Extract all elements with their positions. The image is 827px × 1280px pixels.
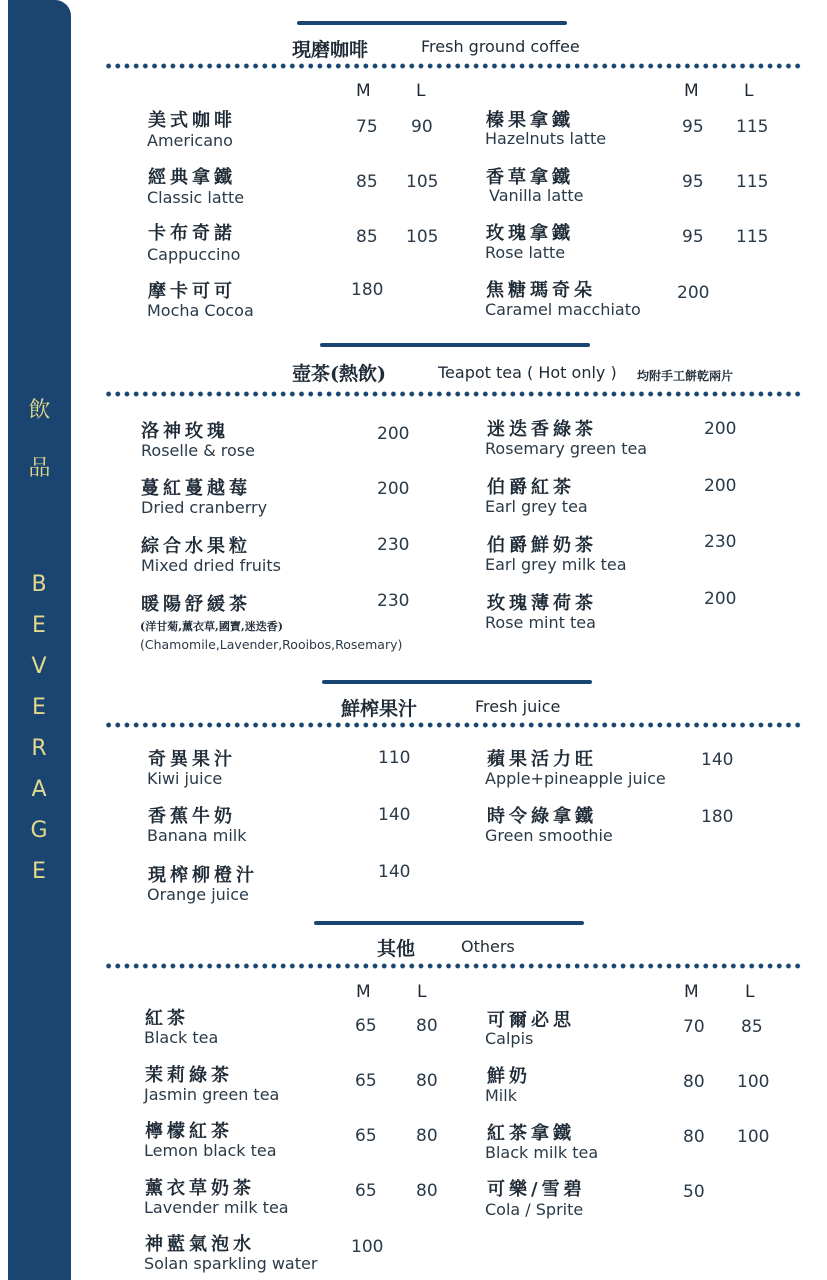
section-bar <box>322 680 592 684</box>
tea-title-cn: 壺茶(熱飲) <box>292 363 386 385</box>
item-en: Vanilla latte <box>489 186 584 205</box>
item-cn: 香蕉牛奶 <box>148 806 236 827</box>
item-en: Green smoothie <box>485 826 613 845</box>
price: 200 <box>704 476 737 496</box>
item-en: Orange juice <box>147 885 249 904</box>
item-en: Earl grey milk tea <box>485 555 627 574</box>
item-cn: 伯爵紅茶 <box>487 477 575 498</box>
item-cn: 美式咖啡 <box>148 110 236 131</box>
coffee-title-cn: 現磨咖啡 <box>292 39 369 61</box>
price-l: 100 <box>737 1072 770 1092</box>
item-cn: 綜合水果粒 <box>141 536 251 557</box>
item-cn: 茉莉綠茶 <box>145 1065 233 1086</box>
item-cn: 洛神玫瑰 <box>141 421 229 442</box>
item-cn: 鮮奶 <box>487 1066 531 1087</box>
price-m: 65 <box>355 1016 377 1036</box>
price: 200 <box>377 424 410 444</box>
item-en: Mocha Cocoa <box>147 301 254 320</box>
price: 140 <box>378 862 411 882</box>
col-l-label: L <box>417 982 427 1002</box>
item-cn: 檸檬紅茶 <box>145 1121 233 1142</box>
item-cn: 現榨柳橙汁 <box>148 865 258 886</box>
sidebar-en-letter: E <box>32 613 47 638</box>
item-cn: 迷迭香綠茶 <box>487 419 597 440</box>
price-m: 95 <box>682 227 704 247</box>
section-bar <box>314 921 584 925</box>
item-cn: 香草拿鐵 <box>486 167 574 188</box>
sidebar-en-letter: G <box>30 818 49 843</box>
item-en: Mixed dried fruits <box>141 556 281 575</box>
item-en: Banana milk <box>147 826 247 845</box>
price-m: 80 <box>683 1127 705 1147</box>
item-en: Black tea <box>144 1028 219 1047</box>
sidebar-banner <box>8 0 71 1280</box>
dotted-divider <box>104 391 804 397</box>
sidebar-en-letter: E <box>32 695 47 720</box>
item-en: Rose latte <box>485 243 566 262</box>
sidebar-cn-char: 飲 <box>28 398 51 423</box>
item-cn: 時令綠拿鐵 <box>487 806 597 827</box>
price-m: 80 <box>683 1072 705 1092</box>
price-l: 105 <box>406 227 439 247</box>
item-en: Dried cranberry <box>141 498 268 517</box>
price: 140 <box>701 750 734 770</box>
section-bar <box>320 343 590 347</box>
price-m: 100 <box>351 1237 384 1257</box>
price-l: 80 <box>416 1126 438 1146</box>
item-en: Hazelnuts latte <box>485 129 607 148</box>
price-l: 115 <box>736 172 769 192</box>
item-cn: 神藍氣泡水 <box>145 1234 255 1255</box>
section-bar <box>297 21 567 25</box>
price-l: 80 <box>416 1181 438 1201</box>
item-cn: 玫瑰拿鐵 <box>486 223 574 244</box>
price-m: 200 <box>677 283 710 303</box>
item-en: Classic latte <box>147 188 245 207</box>
sidebar-en-letter: V <box>31 654 48 679</box>
juice-title-cn: 鮮榨果汁 <box>341 698 418 720</box>
item-cn: 紅茶拿鐵 <box>487 1123 575 1144</box>
sidebar-en-letter: E <box>32 859 47 884</box>
sidebar-en-letter: R <box>31 736 48 761</box>
item-en: Cappuccino <box>147 245 241 264</box>
item-cn: 玫瑰薄荷茶 <box>487 593 597 614</box>
juice-title-en: Fresh juice <box>475 697 561 716</box>
price: 230 <box>377 535 410 555</box>
item-cn: 伯爵鮮奶茶 <box>487 535 597 556</box>
item-en: Lavender milk tea <box>144 1198 289 1217</box>
tea-note: 均附手工餅乾兩片 <box>637 369 734 383</box>
price-m: 65 <box>355 1126 377 1146</box>
item-en: Black milk tea <box>485 1143 599 1162</box>
price: 140 <box>378 805 411 825</box>
price-m: 75 <box>356 117 378 137</box>
item-cn: 卡布奇諾 <box>148 223 236 244</box>
item-en: Roselle & rose <box>141 441 255 460</box>
item-cn: 焦糖瑪奇朵 <box>486 280 596 301</box>
price: 180 <box>701 807 734 827</box>
item-cn: 蔓紅蔓越莓 <box>141 478 251 499</box>
item-cn: 薰衣草奶茶 <box>145 1178 255 1199</box>
item-en: Rose mint tea <box>485 613 596 632</box>
item-en: Solan sparkling water <box>144 1254 318 1273</box>
price-m: 50 <box>683 1182 705 1202</box>
price: 200 <box>704 589 737 609</box>
price: 200 <box>377 479 410 499</box>
item-cn: 紅茶 <box>145 1008 189 1029</box>
price-m: 95 <box>682 117 704 137</box>
item-en: Earl grey tea <box>485 497 588 516</box>
item-cn: 可爾必思 <box>487 1010 575 1031</box>
dotted-divider <box>104 963 804 969</box>
tea-title-en: Teapot tea ( Hot only ) <box>438 363 617 382</box>
col-l-label: L <box>416 81 426 101</box>
price-m: 65 <box>355 1071 377 1091</box>
price: 200 <box>704 419 737 439</box>
price-m: 95 <box>682 172 704 192</box>
coffee-title-en: Fresh ground coffee <box>421 37 580 56</box>
price-l: 90 <box>411 117 433 137</box>
price-l: 105 <box>406 172 439 192</box>
price: 230 <box>377 591 410 611</box>
others-title-en: Others <box>461 937 515 956</box>
col-m-label: M <box>684 982 699 1002</box>
price-m: 180 <box>351 280 384 300</box>
dotted-divider <box>104 63 804 69</box>
price-l: 115 <box>736 227 769 247</box>
item-cn: 蘋果活力旺 <box>487 749 597 770</box>
item-cn: 可樂/雪碧 <box>487 1179 586 1200</box>
col-m-label: M <box>356 982 371 1002</box>
price-m: 65 <box>355 1181 377 1201</box>
item-en: Calpis <box>485 1029 534 1048</box>
col-m-label: M <box>684 81 699 101</box>
col-l-label: L <box>744 81 754 101</box>
price-m: 85 <box>356 172 378 192</box>
item-en: Milk <box>485 1086 517 1105</box>
sidebar-en-letter: B <box>31 572 48 597</box>
price-l: 115 <box>736 117 769 137</box>
item-en: Americano <box>147 131 233 150</box>
herbal-sub-cn: (洋甘菊,薰衣草,國寶,迷迭香) <box>140 620 283 633</box>
item-cn: 經典拿鐵 <box>148 167 236 188</box>
dotted-divider <box>104 722 804 728</box>
item-en: Rosemary green tea <box>485 439 648 458</box>
price-l: 85 <box>741 1017 763 1037</box>
item-en: Apple+pineapple juice <box>485 769 666 788</box>
item-en: Jasmin green tea <box>144 1085 280 1104</box>
price-l: 80 <box>416 1016 438 1036</box>
price: 230 <box>704 532 737 552</box>
item-cn: 榛果拿鐵 <box>486 110 574 131</box>
price: 110 <box>378 748 411 768</box>
price-l: 80 <box>416 1071 438 1091</box>
price-l: 100 <box>737 1127 770 1147</box>
item-en: Kiwi juice <box>147 769 223 788</box>
item-cn: 暖陽舒緩茶 <box>141 594 251 615</box>
col-m-label: M <box>356 81 371 101</box>
col-l-label: L <box>745 982 755 1002</box>
price-m: 70 <box>683 1017 705 1037</box>
item-cn: 摩卡可可 <box>148 281 236 302</box>
sidebar-en-letter: A <box>31 777 48 802</box>
item-cn: 奇異果汁 <box>148 749 236 770</box>
item-en: Cola / Sprite <box>485 1200 584 1219</box>
sidebar-cn-char: 品 <box>28 456 51 481</box>
price-m: 85 <box>356 227 378 247</box>
others-title-cn: 其他 <box>377 938 416 960</box>
herbal-sub-en: (Chamomile,Lavender,Rooibos,Rosemary) <box>140 637 403 652</box>
item-en: Lemon black tea <box>144 1141 277 1160</box>
item-en: Caramel macchiato <box>485 300 641 319</box>
